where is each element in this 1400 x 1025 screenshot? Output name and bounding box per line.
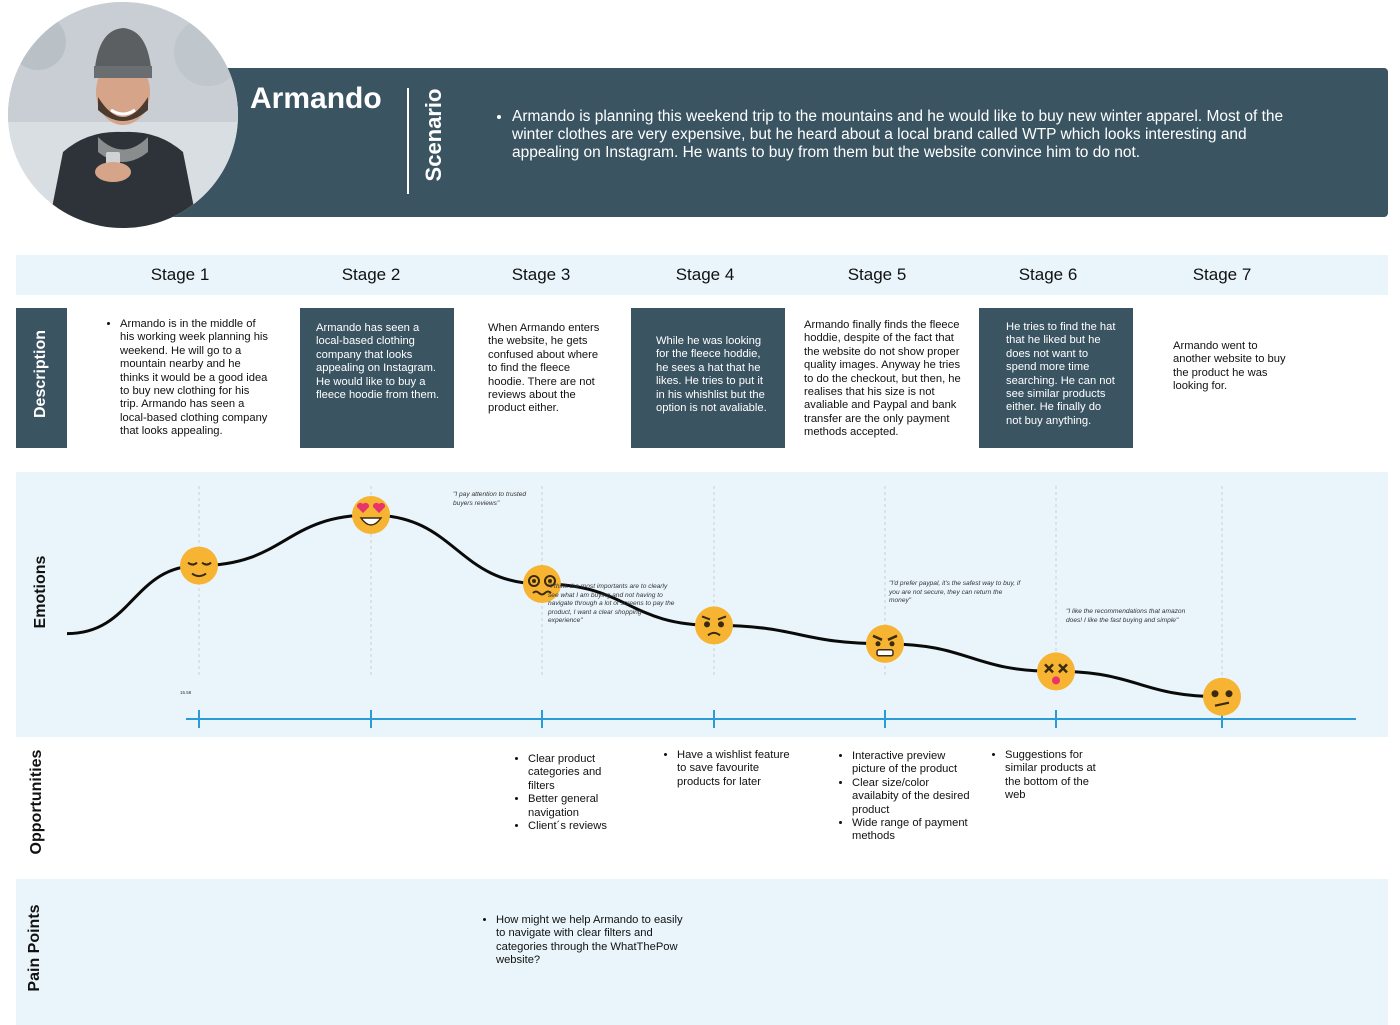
persona-name: Armando bbox=[250, 82, 382, 115]
stage-5-label: Stage 5 bbox=[847, 265, 907, 284]
description-row-label: Description bbox=[32, 329, 49, 419]
stage-1-label: Stage 1 bbox=[150, 265, 210, 284]
pain-point-text bbox=[484, 914, 684, 968]
stage-3-description: When Armando enters the website, he gets confused about where to find the fleece hoodie. There are not reviews about the product either. bbox=[488, 322, 600, 415]
stage-4-description: While he was looking for the fleece hoddie, he sees a hat that he likes. He tries to put it in his whishlist but the option is not avaliable. bbox=[631, 308, 785, 448]
scenario-label: Scenario bbox=[421, 88, 446, 182]
stage-3-opportunities bbox=[516, 753, 626, 833]
opportunity-item: • Suggestions for similar products at the bottom of the web bbox=[1005, 749, 1105, 803]
stage-6-label: Stage 6 bbox=[1018, 265, 1078, 284]
stage-6-opportunities bbox=[993, 749, 1105, 803]
stage-3-label: Stage 3 bbox=[511, 265, 571, 284]
pain-point-item: • How might we help Armando to easily to navigate with clear filters and categories through the WhatThePow website? bbox=[496, 914, 684, 968]
opportunity-item: • Client´s reviews bbox=[528, 820, 626, 833]
quote-clear-shopping: "I think the most importants are to clearly see what I am buying and not having to navigate through a lot of screens to pay the product, I want a clear shopping experience" bbox=[548, 583, 675, 625]
heart-eyes-face-icon bbox=[352, 496, 390, 534]
relieved-face-icon bbox=[180, 547, 218, 585]
quote-reviews: "I pay attention to trusted buyers reviews" bbox=[453, 491, 527, 507]
angry-face-icon bbox=[866, 625, 904, 663]
quote-paypal: "I'd prefer paypal, it's the safest way to buy, if you are not secure, they can return the money" bbox=[889, 580, 1021, 605]
opportunity-item: • Interactive preview picture of the product bbox=[852, 750, 970, 777]
stage-1-description-text: • Armando is in the middle of his working week planning his weekend. He will go to a mountain nearby and he thinks it would be a good idea to buy new clothing for his trip. Armando has seen a local-based clothing company that looks appealing. bbox=[120, 318, 270, 439]
stage-7-description: Armando went to another website to buy the product he was looking for. bbox=[1173, 340, 1286, 393]
pain-points-row-label: Pain Points bbox=[26, 904, 43, 992]
stage-4-label: Stage 4 bbox=[675, 265, 735, 284]
opportunity-item: • Clear product categories and filters bbox=[528, 753, 626, 793]
opportunity-item: • Wide range of payment methods bbox=[852, 817, 970, 844]
stage-7-label: Stage 7 bbox=[1192, 265, 1252, 284]
frowning-face-icon bbox=[695, 606, 733, 644]
stage-4-opportunities bbox=[665, 749, 801, 789]
stage-5-description: Armando finally finds the fleece hoddie, despite of the fact that the website do not show proper quality images. Anyway he tries to do the checkout, but then, he realises that his size is not avaliable and Paypal and bank transfer are the only payment methods accepted. bbox=[804, 319, 961, 439]
opportunity-item: • Better general navigation bbox=[528, 793, 626, 820]
opportunity-item: • Clear size/color availabity of the desired product bbox=[852, 777, 970, 817]
quote-recommendations: "I like the recommendations that amazon does! I like the fast buying and simple" bbox=[1066, 608, 1186, 624]
stage-5-opportunities bbox=[840, 750, 970, 844]
confused-face-icon bbox=[1203, 678, 1241, 716]
emotions-row-label: Emotions bbox=[32, 555, 49, 629]
tiny-time-label: 15.58 bbox=[180, 690, 192, 695]
opportunities-row-label: Opportunities bbox=[28, 749, 45, 855]
stage-2-description: Armando has seen a local-based clothing company that looks appealing on Instagram. He would like to buy a fleece hoodie from them. bbox=[300, 308, 454, 448]
pain-points-panel bbox=[16, 879, 1388, 1025]
opportunity-item: • Have a wishlist feature to save favourite products for later bbox=[677, 749, 801, 789]
stage-2-label: Stage 2 bbox=[341, 265, 401, 284]
stage-6-description: He tries to find the hat that he liked but he does not want to spend more time searching. He can not see similar products either. He finally do not buy anything. bbox=[979, 308, 1133, 448]
scenario-bullet: • Armando is planning this weekend trip to the mountains and he would like to buy new winter apparel. Most of the winter clothes are very expensive, but he heard about a local brand called WTP which looks interesting and appealing on Instagram. He wants to buy from them but the website convince him to do not. bbox=[512, 108, 1316, 162]
knocked-out-face-icon bbox=[1037, 652, 1075, 690]
